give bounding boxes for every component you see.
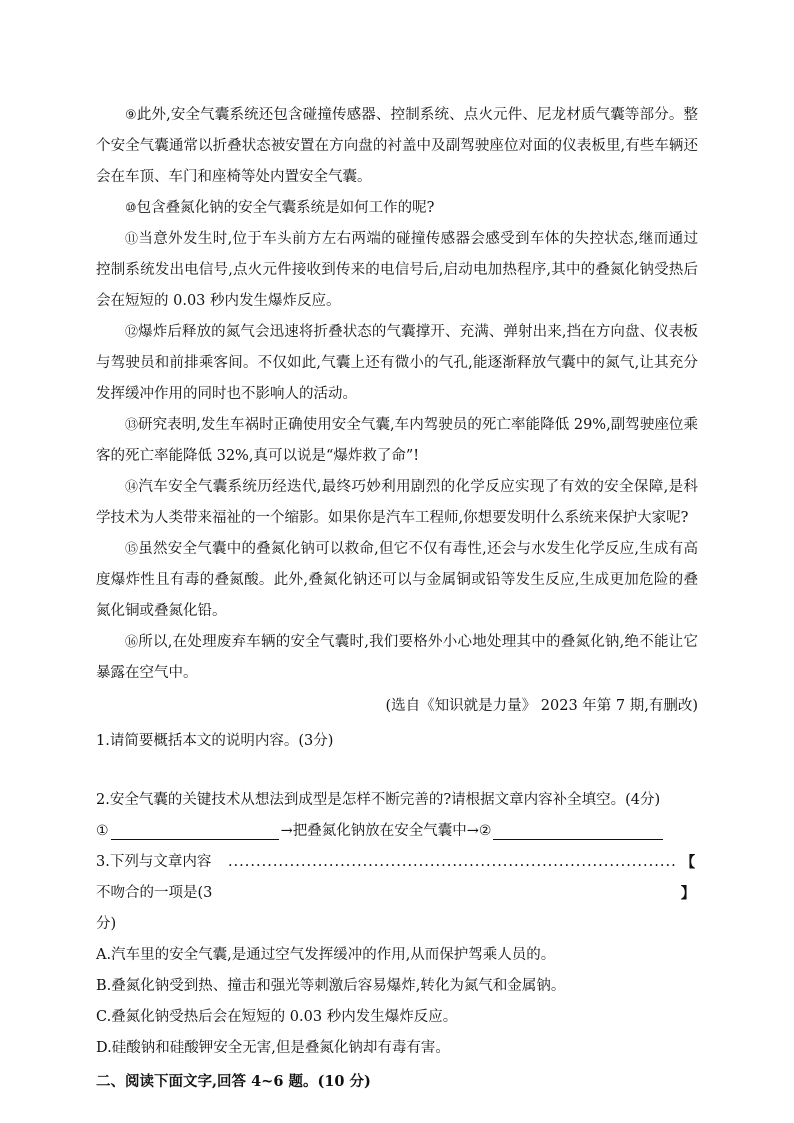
question-3 bbox=[96, 847, 698, 940]
paragraph-text: 研究表明,发生车祸时正确使用安全气囊,车内驾驶员的死亡率能降低 29%,副驾驶座位乘客的死亡率能降低 32%,真可以说是“爆炸救了命”! bbox=[96, 417, 698, 464]
paragraph-text: 当意外发生时,位于车头前方左右两端的碰撞传感器会感受到车体的失控状态,继而通过控制系统发出电信号,点火元件接收到传来的电信号后,启动电加热程序,其中的叠氮化钠受热后会在短短的 0.03 秒内发生爆炸反应。 bbox=[96, 231, 698, 309]
option-d: D.硅酸钠和硅酸钾安全无害,但是叠氮化钠却有毒有害。 bbox=[96, 1040, 450, 1056]
option-a: A.汽车里的安全气囊,是通过空气发挥缓冲的作用,从而保护驾乘人员的。 bbox=[96, 947, 556, 963]
paragraph-number: ⑩ bbox=[125, 201, 137, 216]
question-2-fill-line bbox=[96, 816, 698, 847]
paragraph-number: ⑨ bbox=[125, 108, 137, 123]
paragraph-text: 虽然安全气囊中的叠氮化钠可以救命,但它不仅有毒性,还会与水发生化学反应,生成有高度爆炸性且有毒的叠氮酸。此外,叠氮化钠还可以与金属铜或铅等发生反应,生成更加危险的叠氮化铜或叠氮化铅。 bbox=[96, 541, 698, 619]
paragraph-number: ⑬ bbox=[125, 418, 139, 433]
fill-middle-text: →把叠氮化钠放在安全气囊中→ bbox=[280, 823, 479, 839]
option-c: C.叠氮化钠受热后会在短短的 0.03 秒内发生爆炸反应。 bbox=[96, 1009, 458, 1025]
answer-blank-1[interactable] bbox=[111, 823, 279, 840]
paragraph-text: 汽车安全气囊系统历经迭代,最终巧妙利用剧烈的化学反应实现了有效的安全保障,是科学技术为人类带来福祉的一个缩影。如果你是汽车工程师,你想要发明什么系统来保护大家呢? bbox=[96, 479, 698, 526]
section-heading: 二、阅读下面文字,回答 4~6 题。(10 分) bbox=[96, 1073, 371, 1090]
paragraph-text: 所以,在处理废弃车辆的安全气囊时,我们要格外小心地处理其中的叠氮化钠,绝不能让它暴露在空气中。 bbox=[96, 634, 698, 681]
blank-mark-2: ② bbox=[478, 823, 492, 839]
paragraph-text: 爆炸后释放的氮气会迅速将折叠状态的气囊撑开、充满、弹射出来,挡在方向盘、仪表板与驾驶员和前排乘客间。不仅如此,气囊上还有微小的气孔,能逐渐释放气囊中的氮气,让其充分发挥缓冲作用的同时也不影响人的活动。 bbox=[96, 324, 698, 402]
answer-bracket[interactable]: 【 】 bbox=[680, 854, 696, 902]
paragraph-number: ⑯ bbox=[125, 635, 139, 650]
paragraph-14 bbox=[96, 472, 698, 534]
question-3-text: 3.下列与文章内容不吻合的一项是(3分) bbox=[96, 854, 213, 932]
paragraph-9 bbox=[96, 100, 698, 193]
question-2: 2.安全气囊的关键技术从想法到成型是怎样不断完善的?请根据文章内容补全填空。(4分) bbox=[96, 792, 661, 808]
leader-dots: ................................................................................ bbox=[227, 854, 677, 870]
paragraph-16 bbox=[96, 627, 698, 689]
paragraph-number: ⑪ bbox=[125, 232, 139, 247]
paragraph-number: ⑭ bbox=[125, 480, 139, 495]
question-1: 1.请简要概括本文的说明内容。(3分) bbox=[96, 733, 334, 749]
option-b: B.叠氮化钠受到热、撞击和强光等刺激后容易爆炸,转化为氮气和金属钠。 bbox=[96, 978, 566, 994]
paragraph-11 bbox=[96, 224, 698, 317]
paragraph-number: ⑮ bbox=[125, 542, 139, 557]
document-content bbox=[96, 100, 698, 1097]
paragraph-12 bbox=[96, 317, 698, 410]
blank-mark-1: ① bbox=[96, 823, 109, 839]
answer-blank-2[interactable] bbox=[493, 823, 663, 840]
paragraph-text: 此外,安全气囊系统还包含碰撞传感器、控制系统、点火元件、尼龙材质气囊等部分。整个安全气囊通常以折叠状态被安置在方向盘的衬盖中及副驾驶座位对面的仪表板里,有些车辆还会在车顶、车门和座椅等处内置安全气囊。 bbox=[96, 107, 699, 185]
paragraph-text: 包含叠氮化钠的安全气囊系统是如何工作的呢? bbox=[136, 200, 435, 216]
paragraph-number: ⑫ bbox=[125, 325, 139, 340]
paragraph-15 bbox=[96, 534, 698, 627]
paragraph-13 bbox=[96, 410, 698, 472]
paragraph-10 bbox=[96, 193, 698, 224]
source-citation: (选自《知识就是力量》 2023 年第 7 期,有删改) bbox=[385, 698, 698, 714]
